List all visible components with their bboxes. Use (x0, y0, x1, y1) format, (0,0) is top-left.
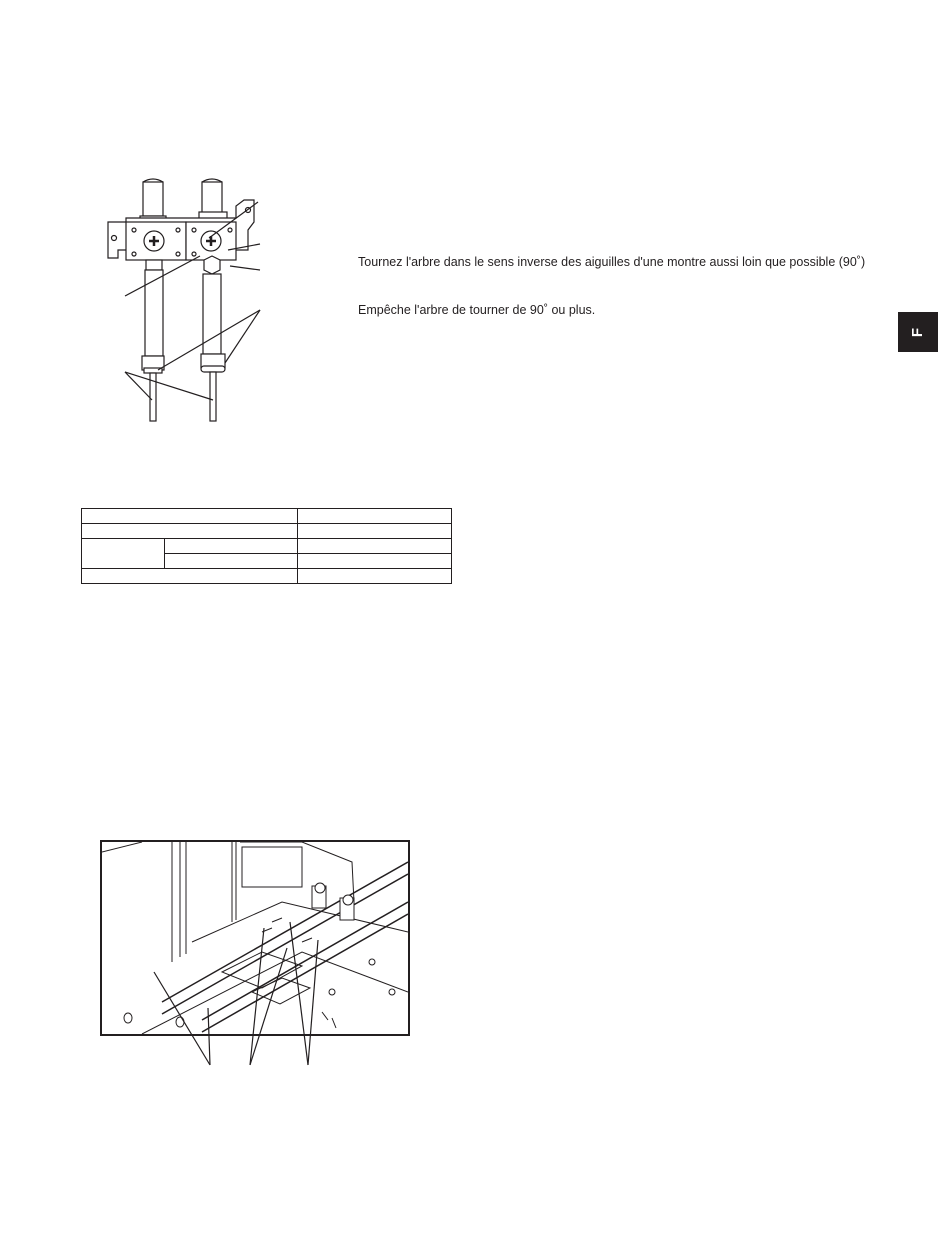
table-cell (298, 539, 452, 554)
table-row (82, 569, 452, 584)
table-cell (82, 524, 298, 539)
table-cell (298, 569, 452, 584)
table-cell (164, 539, 298, 554)
language-tab (898, 312, 938, 352)
turn-shaft-note: Tournez l'arbre dans le sens inverse des aiguilles d'une montre aussi loin que possible (90˚) (358, 255, 866, 269)
table-cell (298, 524, 452, 539)
table-cell (82, 539, 165, 569)
table-cell (82, 509, 298, 524)
spec-table (81, 508, 452, 584)
prevent-rotation-note: Empêche l'arbre de tourner de 90˚ ou plus. (358, 303, 596, 317)
table-cell (164, 554, 298, 569)
table-row (82, 524, 452, 539)
table-cell (82, 569, 298, 584)
language-tab-label: F (909, 327, 927, 337)
table-row (82, 539, 452, 554)
table-cell (298, 509, 452, 524)
photo-callouts (140, 860, 340, 1070)
table-row (82, 509, 452, 524)
valve-diagram (100, 178, 270, 428)
table-cell (298, 554, 452, 569)
